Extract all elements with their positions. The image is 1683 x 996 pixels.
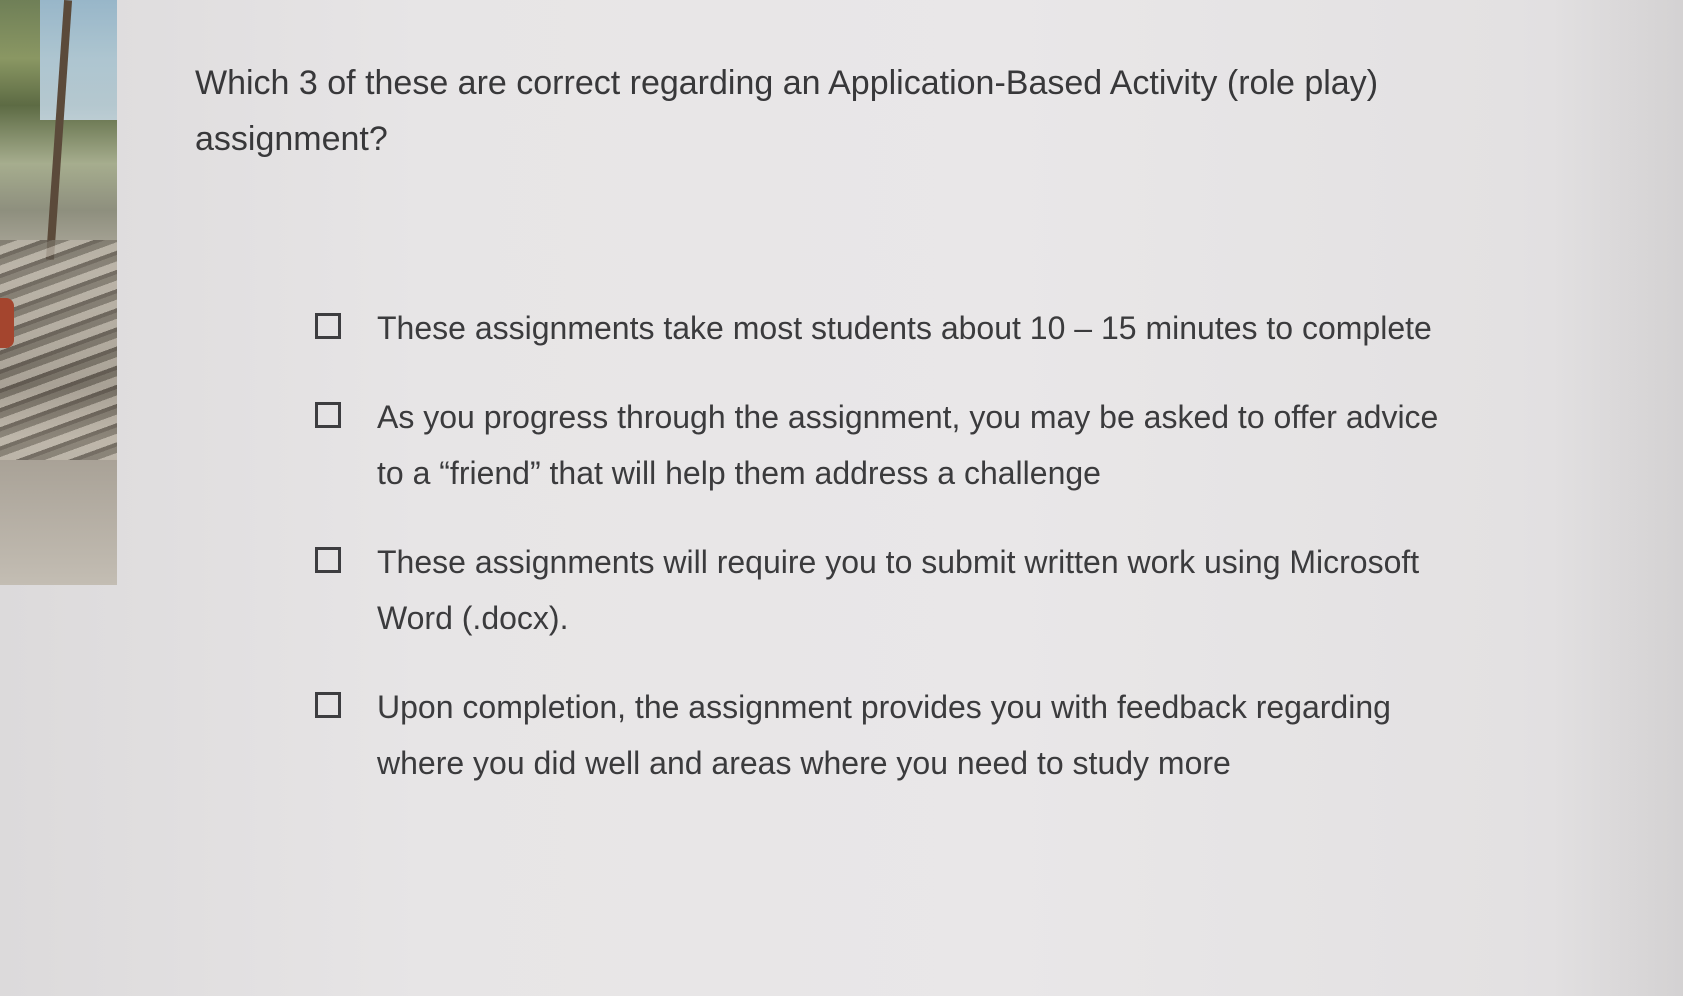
checkbox-option-1[interactable] <box>315 313 341 339</box>
photo-ground <box>0 460 117 585</box>
answer-option-3[interactable] <box>315 534 1455 646</box>
checkbox-option-2[interactable] <box>315 402 341 428</box>
photo-sky <box>40 0 117 120</box>
answer-option-1[interactable] <box>315 300 1455 356</box>
answer-option-2[interactable] <box>315 389 1455 501</box>
checkbox-option-4[interactable] <box>315 692 341 718</box>
answer-option-label: These assignments take most students about 10 – 15 minutes to complete <box>377 310 1432 346</box>
answer-option-label: These assignments will require you to submit written work using Microsoft Word (.docx). <box>377 544 1420 636</box>
answer-option-label: Upon completion, the assignment provides you with feedback regarding where you did well and areas where you need to study more <box>377 689 1391 781</box>
question-content <box>195 55 1525 781</box>
answer-options-list <box>315 300 1455 824</box>
screen-edge-shadow <box>1553 0 1683 996</box>
photo-person <box>0 298 14 348</box>
question-text: Which 3 of these are correct regarding an Application-Based Activity (role play) assignment? <box>195 64 1379 158</box>
thumbnail-image <box>0 0 117 585</box>
checkbox-option-3[interactable] <box>315 547 341 573</box>
photo-debris <box>0 240 117 460</box>
answer-option-label: As you progress through the assignment, you may be asked to offer advice to a “friend” that will help them address a challenge <box>377 399 1439 491</box>
answer-option-4[interactable] <box>315 679 1455 791</box>
